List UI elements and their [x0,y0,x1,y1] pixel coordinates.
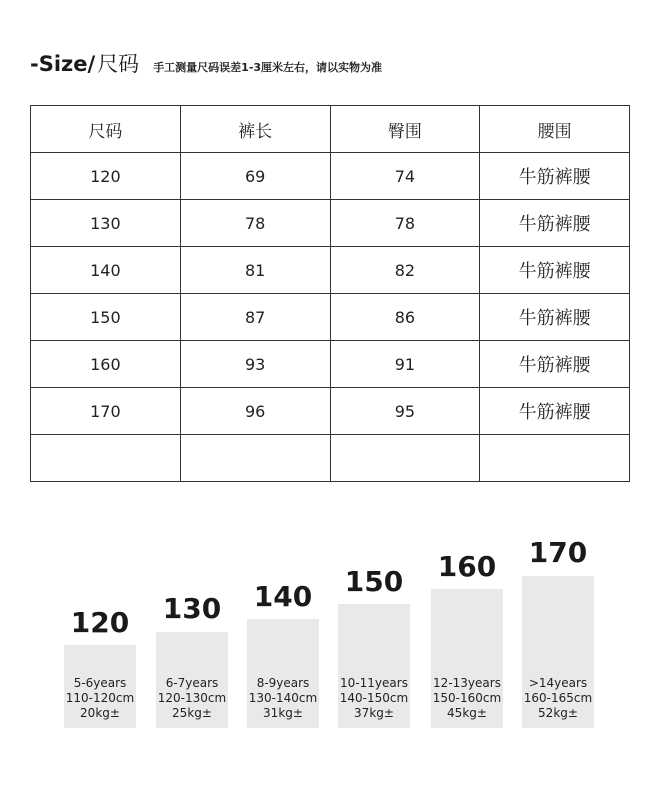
size-card-number: 130 [162,592,222,625]
size-card-height: 150-160cm [432,691,502,705]
cell-size: 120 [31,153,181,200]
cell-hip: 78 [330,200,480,247]
size-card-info [425,676,509,721]
size-card-number: 160 [437,550,497,583]
cell-size: 150 [31,294,181,341]
cell-length: 78 [180,200,330,247]
size-card-info [241,676,325,721]
cell-size: 130 [31,200,181,247]
cell-waist: 牛筋裤腰 [480,153,630,200]
size-card-weight: 52kg± [538,706,578,720]
size-card-height: 120-130cm [157,691,227,705]
size-card-info [150,676,234,721]
measurement-note: 手工测量尺码误差1-3厘米左右，请以实物为准 [153,61,383,74]
cell-waist: 牛筋裤腰 [480,294,630,341]
size-card-age: >14years [528,676,588,690]
size-card-age: 5-6years [73,676,127,690]
size-card-number: 170 [528,536,588,569]
size-card-height: 140-150cm [339,691,409,705]
column-header-length: 裤长 [180,106,330,153]
size-card-age: 8-9years [256,676,310,690]
cell-waist: 牛筋裤腰 [480,341,630,388]
cell-waist: 牛筋裤腰 [480,200,630,247]
size-card-weight: 25kg± [172,706,212,720]
size-card-weight: 20kg± [80,706,120,720]
size-card-age: 10-11years [340,676,408,690]
column-header-hip: 臀围 [330,106,480,153]
size-card-height: 110-120cm [65,691,135,705]
size-card-weight: 31kg± [263,706,303,720]
cell-waist: 牛筋裤腰 [480,247,630,294]
size-title-en: -Size/ [30,52,96,76]
cell-length: 81 [180,247,330,294]
size-card-age: 12-13years [433,676,501,690]
size-title-cn: 尺码 [97,52,140,76]
size-card-info [58,676,142,721]
cell-size: 160 [31,341,181,388]
size-card-weight: 37kg± [354,706,394,720]
cell-length: 87 [180,294,330,341]
cell-hip: 74 [330,153,480,200]
size-card-info [516,676,600,721]
cell-hip: 86 [330,294,480,341]
size-card-number: 140 [253,580,313,613]
size-card-info [332,676,416,721]
size-card-number: 150 [344,565,404,598]
size-card-height: 160-165cm [523,691,593,705]
column-header-waist: 腰围 [480,106,630,153]
cell-length: 93 [180,341,330,388]
cell-length: 96 [180,388,330,435]
cell-waist: 牛筋裤腰 [480,388,630,435]
cell-hip: 91 [330,341,480,388]
size-card-weight: 45kg± [447,706,487,720]
size-card-age: 6-7years [165,676,219,690]
cell-length: 69 [180,153,330,200]
cell-hip: 95 [330,388,480,435]
cell-hip: 82 [330,247,480,294]
column-header-size: 尺码 [31,106,181,153]
size-card-number: 120 [70,606,130,639]
size-card-height: 130-140cm [248,691,318,705]
cell-size: 170 [31,388,181,435]
cell-size: 140 [31,247,181,294]
